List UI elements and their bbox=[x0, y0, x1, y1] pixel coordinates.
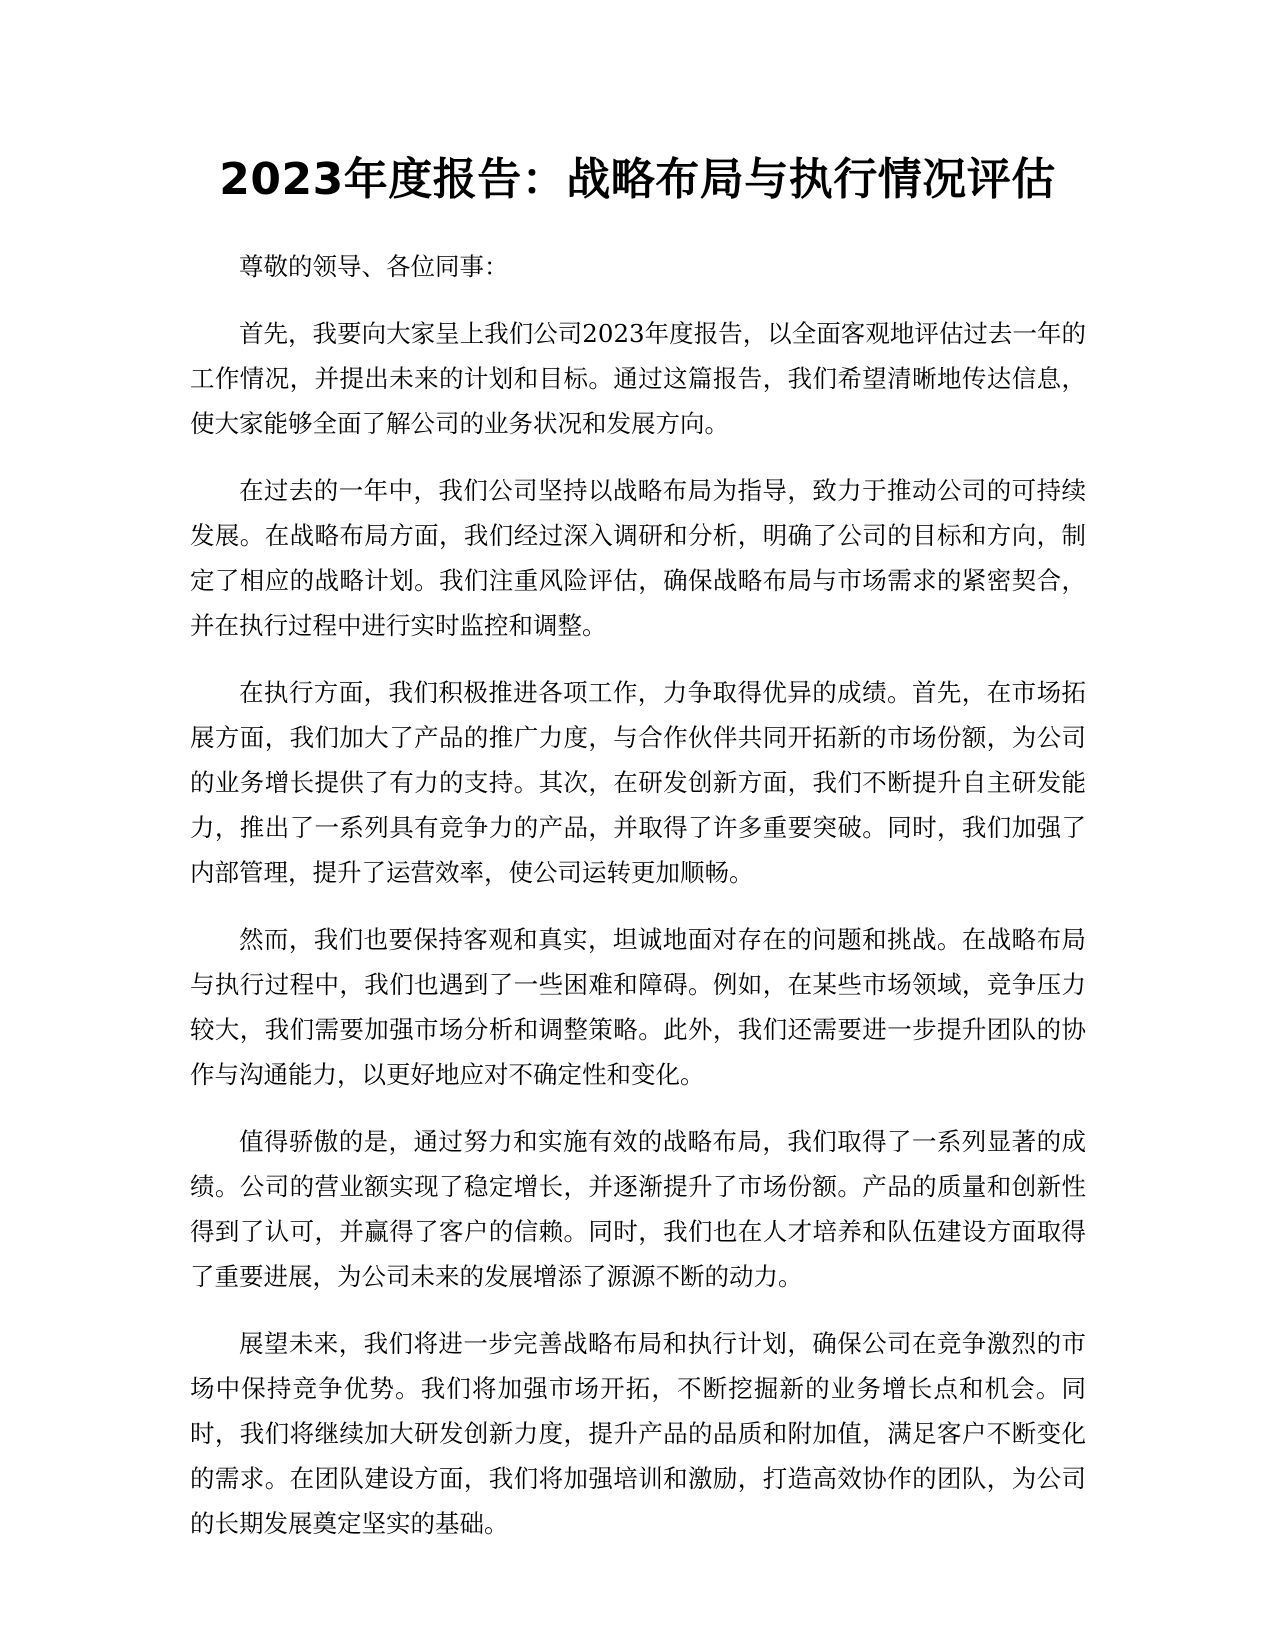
paragraph-achievements: 值得骄傲的是，通过努力和实施有效的战略布局，我们取得了一系列显著的成绩。公司的营业额实现了稳定增长，并逐渐提升了市场份额。产品的质量和创新性得到了认可，并赢得了客户的信赖。同时，我们也在人才培养和队伍建设方面取得了重要进展，为公司未来的发展增添了源源不断的动力。 bbox=[190, 1127, 1086, 1291]
paragraph-outlook: 展望未来，我们将进一步完善战略布局和执行计划，确保公司在竞争激烈的市场中保持竞争优势。我们将加强市场开拓，不断挖掘新的业务增长点和机会。同时，我们将继续加大研发创新力度，提升产品的品质和附加值，满足客户不断变化的需求。在团队建设方面，我们将加强培训和激励，打造高效协作的团队，为公司的长期发展奠定坚实的基础。 bbox=[190, 1329, 1086, 1538]
paragraph-introduction: 首先，我要向大家呈上我们公司2023年度报告，以全面客观地评估过去一年的工作情况，并提出未来的计划和目标。通过这篇报告，我们希望清晰地传达信息，使大家能够全面了解公司的业务状况和发展方向。 bbox=[190, 319, 1086, 438]
document-body bbox=[190, 244, 1086, 1568]
paragraph-salutation: 尊敬的领导、各位同事： bbox=[239, 252, 509, 281]
paragraph-challenges: 然而，我们也要保持客观和真实，坦诚地面对存在的问题和挑战。在战略布局与执行过程中，我们也遇到了一些困难和障碍。例如，在某些市场领域，竞争压力较大，我们需要加强市场分析和调整策略。此外，我们还需要进一步提升团队的协作与沟通能力，以更好地应对不确定性和变化。 bbox=[190, 925, 1086, 1089]
document-title: 2023年度报告：战略布局与执行情况评估 bbox=[219, 154, 1056, 205]
paragraph-execution: 在执行方面，我们积极推进各项工作，力争取得优异的成绩。首先，在市场拓展方面，我们加大了产品的推广力度，与合作伙伴共同开拓新的市场份额，为公司的业务增长提供了有力的支持。其次，在研发创新方面，我们不断提升自主研发能力，推出了一系列具有竞争力的产品，并取得了许多重要突破。同时，我们加强了内部管理，提升了运营效率，使公司运转更加顺畅。 bbox=[190, 678, 1086, 887]
paragraph-strategy: 在过去的一年中，我们公司坚持以战略布局为指导，致力于推动公司的可持续发展。在战略布局方面，我们经过深入调研和分析，明确了公司的目标和方向，制定了相应的战略计划。我们注重风险评估，确保战略布局与市场需求的紧密契合，并在执行过程中进行实时监控和调整。 bbox=[190, 476, 1086, 640]
